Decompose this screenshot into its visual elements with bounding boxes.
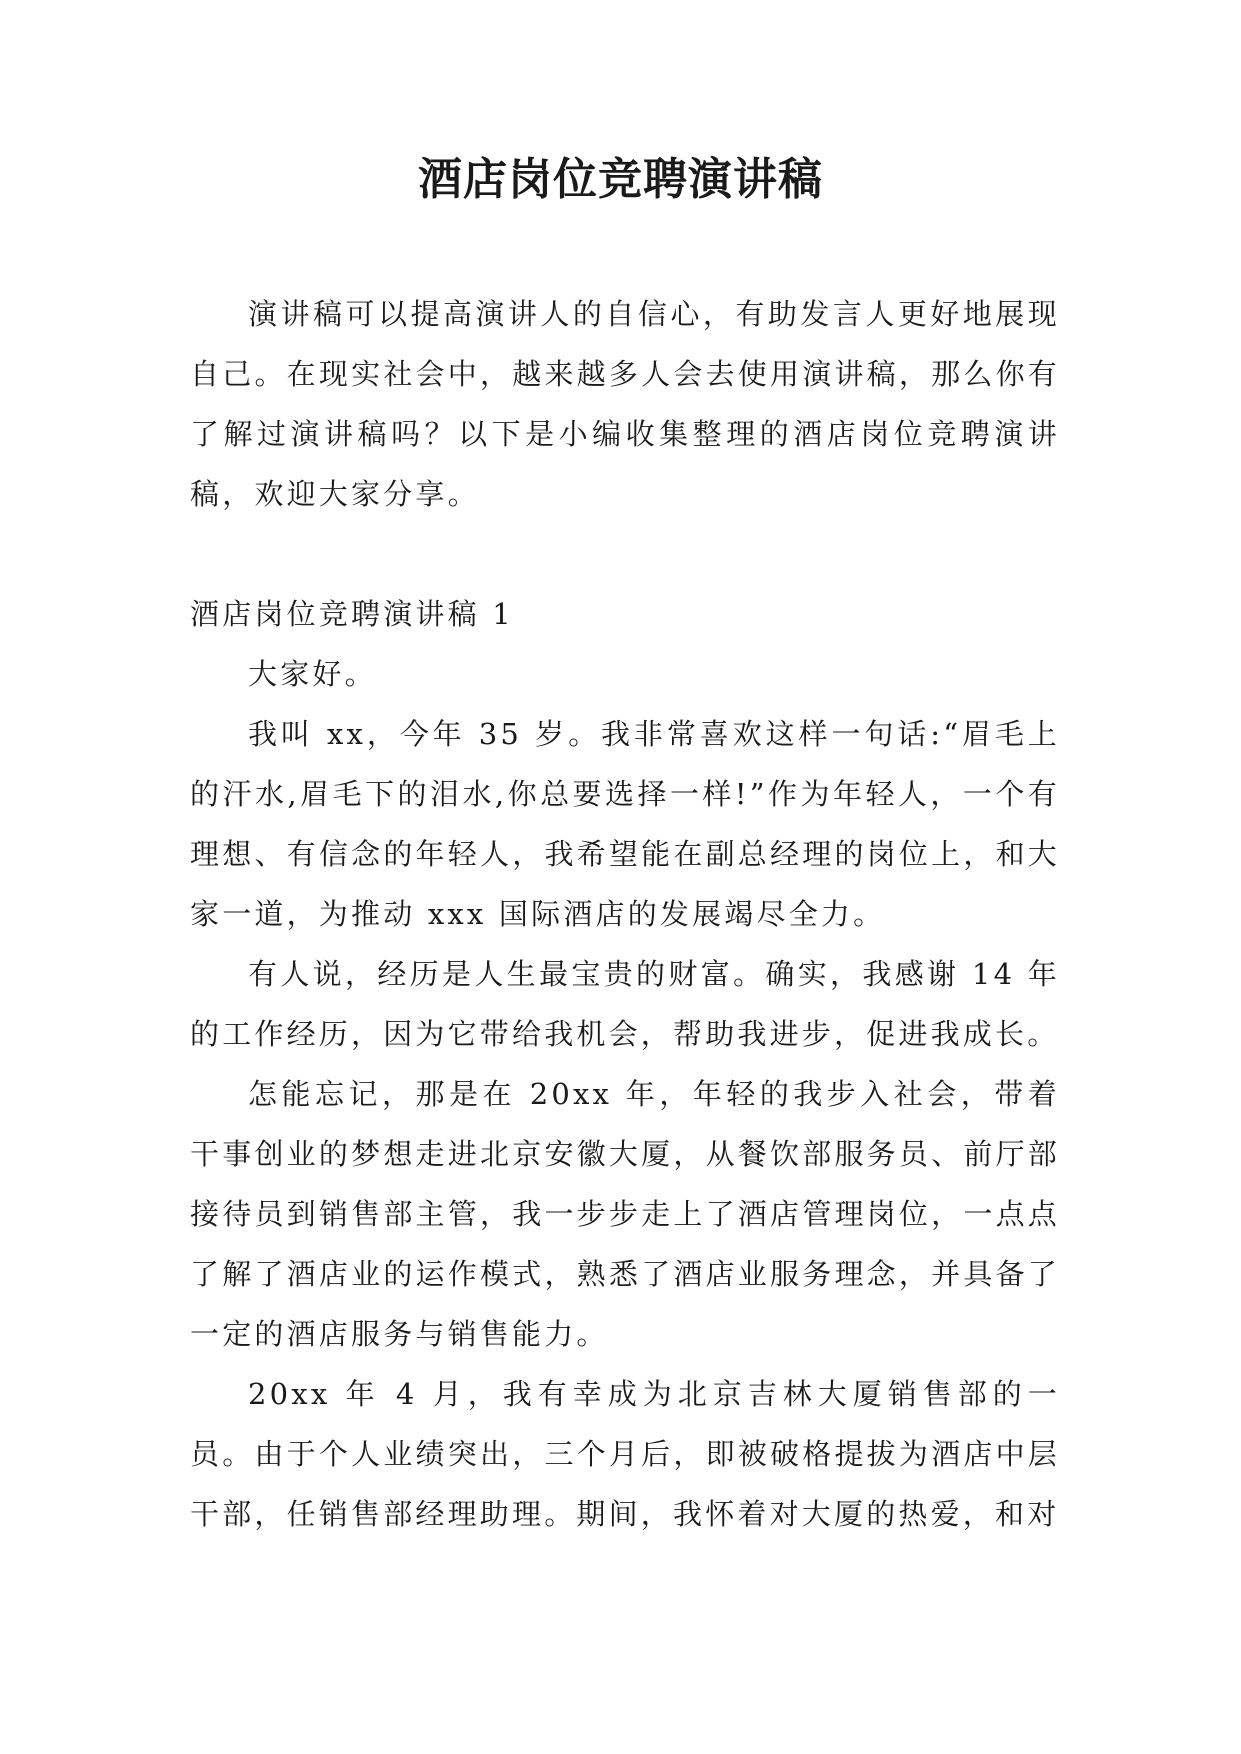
body-paragraph-career-start: 怎能忘记，那是在 20xx 年，年轻的我步入社会，带着干事创业的梦想走进北京安徽大厦，从餐饮部服务员、前厅部接待员到销售部主管，我一步步走上了酒店管理岗位，一点点了解了酒店业的运作模式，熟悉了酒店业服务理念，并具备了一定的酒店服务与销售能力。 <box>190 1077 1060 1351</box>
document-body <box>190 284 1060 1544</box>
body-paragraph-promotion: 20xx 年 4 月，我有幸成为北京吉林大厦销售部的一员。由于个人业绩突出，三个月后，即被破格提拔为酒店中层干部，任销售部经理助理。期间，我怀着对大厦的热爱，和对 <box>190 1377 1060 1531</box>
paragraph-spacer <box>190 524 1060 584</box>
body-paragraph-introduction: 我叫 xx，今年 35 岁。我非常喜欢这样一句话:“眉毛上的汗水,眉毛下的泪水,你总要选择一样!”作为年轻人，一个有理想、有信念的年轻人，我希望能在副总经理的岗位上，和大家一道，为推动 xxx 国际酒店的发展竭尽全力。 <box>190 717 1060 931</box>
body-paragraph-greeting: 大家好。 <box>248 657 377 691</box>
intro-paragraph: 演讲稿可以提高演讲人的自信心，有助发言人更好地展现自己。在现实社会中，越来越多人会去使用演讲稿，那么你有了解过演讲稿吗？以下是小编收集整理的酒店岗位竞聘演讲稿，欢迎大家分享。 <box>190 297 1060 511</box>
section-heading: 酒店岗位竞聘演讲稿 1 <box>190 597 514 631</box>
document-title: 酒店岗位竞聘演讲稿 <box>418 154 823 205</box>
body-paragraph-experience: 有人说，经历是人生最宝贵的财富。确实，我感谢 14 年的工作经历，因为它带给我机会，帮助我进步，促进我成长。 <box>190 957 1060 1051</box>
